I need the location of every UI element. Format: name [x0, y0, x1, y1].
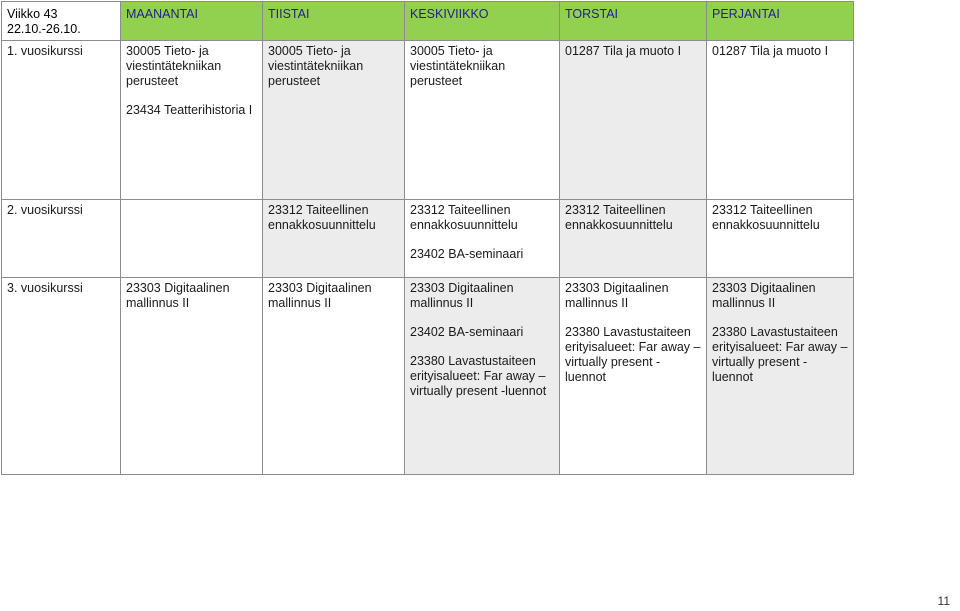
cell-wednesday — [405, 278, 560, 475]
cell-thursday — [560, 200, 707, 278]
course-entry: 30005 Tieto- ja viestintätekniikan perusteet — [126, 44, 222, 88]
day-header-friday: PERJANTAI — [707, 2, 854, 41]
week-cell — [2, 2, 121, 41]
page-number: 11 — [937, 594, 950, 608]
cell-thursday — [560, 278, 707, 475]
cell-monday — [121, 278, 263, 475]
course-entry: 01287 Tila ja muoto I — [712, 44, 829, 58]
year-label: 3. vuosikurssi — [2, 278, 121, 475]
course-entry: 23303 Digitaalinen mallinnus II — [712, 281, 816, 310]
course-entry: 23434 Teatterihistoria I — [126, 103, 253, 117]
course-entry: 23303 Digitaalinen mallinnus II — [126, 281, 230, 310]
course-entry: 23303 Digitaalinen mallinnus II — [268, 281, 372, 310]
row-year-1 — [2, 41, 854, 200]
cell-friday — [707, 200, 854, 278]
year-label: 1. vuosikurssi — [2, 41, 121, 200]
cell-thursday — [560, 41, 707, 200]
day-header-monday: MAANANTAI — [121, 2, 263, 41]
course-entry: 23380 Lavastustaiteen erityisalueet: Far away – virtually present -luennot — [565, 325, 701, 384]
course-entry: 23312 Taiteellinen ennakkosuunnittelu — [268, 203, 376, 232]
cell-monday — [121, 41, 263, 200]
day-header-thursday: TORSTAI — [560, 2, 707, 41]
course-entry: 30005 Tieto- ja viestintätekniikan perusteet — [268, 44, 364, 88]
cell-friday — [707, 41, 854, 200]
schedule-table — [1, 1, 854, 475]
cell-friday — [707, 278, 854, 475]
course-entry: 23312 Taiteellinen ennakkosuunnittelu — [410, 203, 518, 232]
course-entry: 23380 Lavastustaiteen erityisalueet: Far away – virtually present -luennot — [712, 325, 848, 384]
course-entry: 23402 BA-seminaari — [410, 325, 524, 339]
week-dates: 22.10.-26.10. — [7, 22, 81, 36]
course-entry: 01287 Tila ja muoto I — [565, 44, 682, 58]
row-year-3 — [2, 278, 854, 475]
course-entry: 23402 BA-seminaari — [410, 247, 524, 261]
year-label: 2. vuosikurssi — [2, 200, 121, 278]
course-entry: 23303 Digitaalinen mallinnus II — [565, 281, 669, 310]
day-header-wednesday: KESKIVIIKKO — [405, 2, 560, 41]
header-row — [2, 2, 854, 41]
course-entry: 30005 Tieto- ja viestintätekniikan perusteet — [410, 44, 506, 88]
course-entry: 23312 Taiteellinen ennakkosuunnittelu — [565, 203, 673, 232]
cell-wednesday — [405, 41, 560, 200]
week-label: Viikko 43 — [7, 7, 58, 21]
cell-tuesday — [263, 41, 405, 200]
course-entry: 23303 Digitaalinen mallinnus II — [410, 281, 514, 310]
cell-wednesday — [405, 200, 560, 278]
course-entry: 23380 Lavastustaiteen erityisalueet: Far away – virtually present -luennot — [410, 354, 547, 398]
cell-tuesday — [263, 278, 405, 475]
course-entry: 23312 Taiteellinen ennakkosuunnittelu — [712, 203, 820, 232]
row-year-2 — [2, 200, 854, 278]
day-header-tuesday: TIISTAI — [263, 2, 405, 41]
cell-monday — [121, 200, 263, 278]
cell-tuesday — [263, 200, 405, 278]
